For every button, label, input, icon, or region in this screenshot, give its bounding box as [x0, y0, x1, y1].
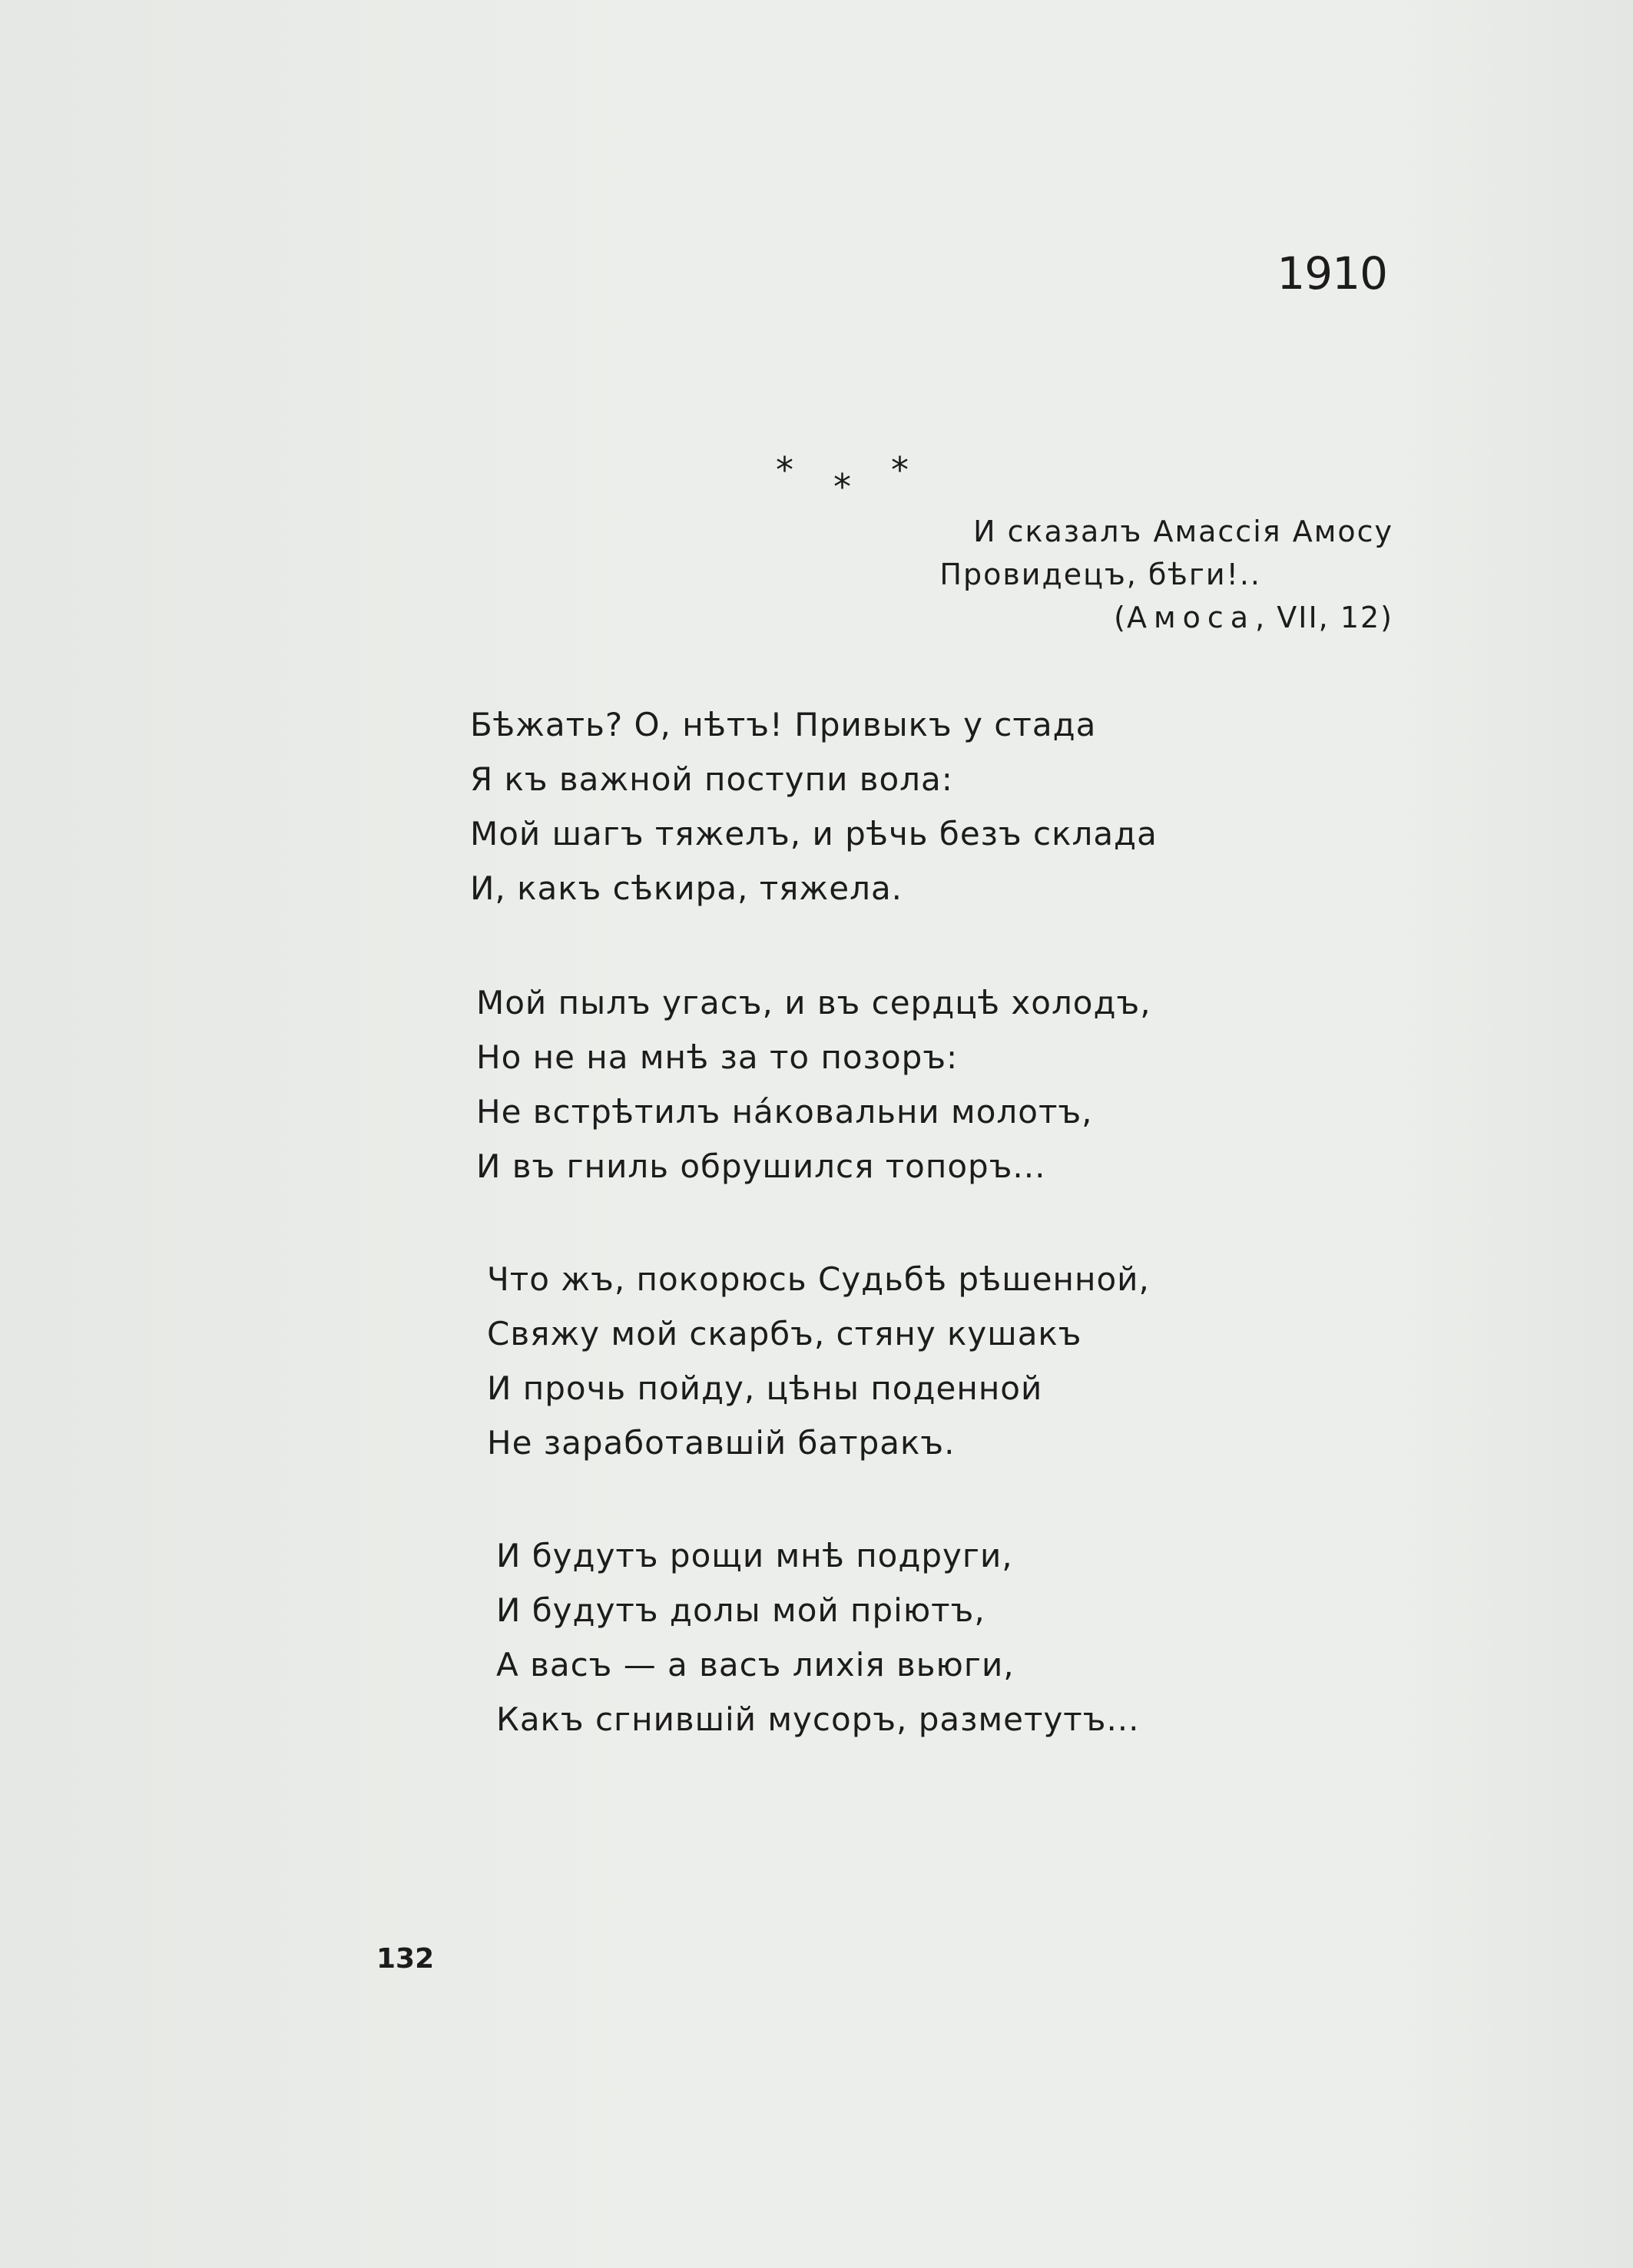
epigraph-source-book: Амоса	[1127, 601, 1256, 634]
verse-line: Какъ сгнившій мусоръ, разметутъ...	[496, 1700, 1140, 1738]
verse-line: И будутъ долы мой пріютъ,	[496, 1591, 985, 1629]
epigraph-line: И сказалъ Амассія Амосу	[973, 515, 1393, 548]
verse-line: И будутъ рощи мнѣ подруги,	[496, 1537, 1013, 1574]
epigraph-source	[702, 596, 1393, 639]
stanza-2	[476, 975, 1321, 1194]
year-heading: 1910	[1277, 247, 1387, 300]
epigraph-source-ref: , VII, 12)	[1255, 601, 1393, 634]
verse-line: И въ гниль обрушился топоръ...	[476, 1147, 1046, 1185]
verse-line: Я къ важной поступи вола:	[470, 760, 953, 798]
verse-line: И прочь пойду, цѣны поденной	[487, 1369, 1043, 1407]
epigraph	[702, 510, 1393, 639]
asterism-star: *	[776, 449, 793, 491]
verse-line: Не встрѣтилъ нáковальни молотъ,	[476, 1093, 1093, 1131]
verse-line: А васъ — а васъ лихія вьюги,	[496, 1646, 1015, 1684]
asterism	[768, 449, 922, 511]
page-number: 132	[376, 1943, 435, 1975]
asterism-star: *	[891, 449, 909, 491]
verse-line: Мой шагъ тяжелъ, и рѣчь безъ склада	[470, 815, 1158, 853]
verse-line: Что жъ, покорюсь Судьбѣ рѣшенной,	[487, 1260, 1150, 1298]
asterism-star: *	[833, 466, 851, 508]
verse-line: Свяжу мой скарбъ, стяну кушакъ	[487, 1315, 1082, 1353]
stanza-1	[470, 697, 1315, 915]
stanza-4	[496, 1528, 1341, 1747]
verse-line: И, какъ сѣкира, тяжела.	[470, 869, 903, 907]
verse-line: Не заработавшій батракъ.	[487, 1424, 956, 1462]
epigraph-source-open: (	[1114, 601, 1127, 634]
verse-line: Бѣжать? О, нѣтъ! Привыкъ у стада	[470, 706, 1097, 743]
verse-line: Но не на мнѣ за то позоръ:	[476, 1038, 959, 1076]
epigraph-line: Провидецъ, бѣги!..	[939, 558, 1261, 591]
verse-line: Мой пылъ угасъ, и въ сердцѣ холодъ,	[476, 984, 1151, 1021]
stanza-3	[487, 1252, 1332, 1470]
